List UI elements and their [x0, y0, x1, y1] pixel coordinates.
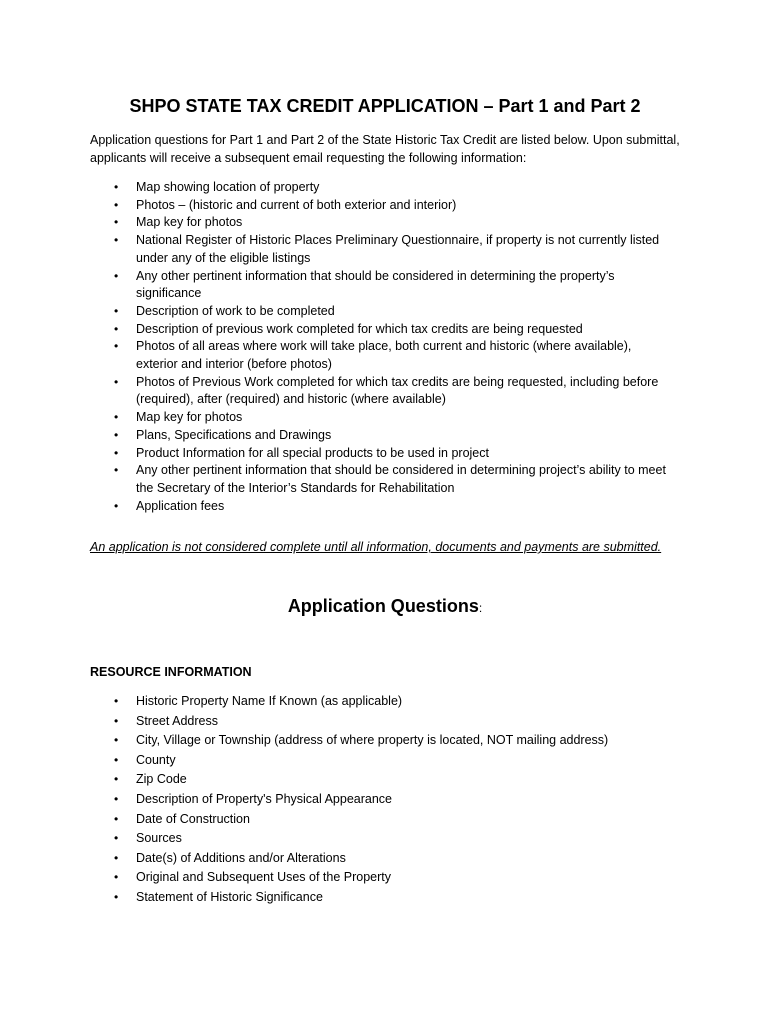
bullet-icon: • — [114, 811, 119, 826]
bullet-icon: • — [114, 410, 119, 425]
bullet-icon: • — [114, 831, 119, 846]
intro-paragraph: Application questions for Part 1 and Part 2 of the State Historic Tax Credit are listed below. Upon submittal, applicants will receive a subsequent email requesting the following information: — [90, 133, 680, 165]
required-info-item — [0, 303, 676, 321]
required-info-item-text: Any other pertinent information that should be considered in determining project’s ability to meet the Secretary of the Interior’s Standards for Rehabilitation — [136, 463, 666, 495]
resource-info-item — [0, 888, 676, 908]
section-heading-colon: : — [478, 601, 483, 615]
required-info-item — [0, 427, 676, 445]
required-info-item — [0, 179, 676, 197]
bullet-icon: • — [114, 733, 119, 748]
resource-info-list — [0, 692, 770, 908]
resource-info-item — [0, 810, 676, 830]
bullet-icon: • — [114, 445, 119, 460]
bullet-icon: • — [114, 463, 119, 478]
resource-info-item — [0, 868, 676, 888]
document-title: SHPO STATE TAX CREDIT APPLICATION – Part 1 and Part 2 — [129, 96, 641, 116]
bullet-icon: • — [114, 339, 119, 354]
required-info-item — [0, 214, 676, 232]
bullet-icon: • — [114, 850, 119, 865]
resource-info-item — [0, 751, 676, 771]
bullet-icon: • — [114, 772, 119, 787]
required-info-item-text: Map key for photos — [136, 410, 243, 425]
bullet-icon: • — [114, 752, 119, 767]
required-info-item-text: Photos of all areas where work will take place, both current and historic (where available), exterior and interior (before photos) — [136, 339, 632, 372]
required-info-item-text: Plans, Specifications and Drawings — [136, 427, 332, 442]
required-info-item — [0, 321, 676, 339]
required-info-item — [0, 268, 676, 303]
required-info-item-text: Application fees — [136, 498, 225, 513]
resource-info-item — [0, 731, 676, 751]
required-info-item — [0, 445, 676, 463]
required-info-item — [0, 409, 676, 427]
required-info-item — [0, 462, 676, 497]
resource-info-item-text: Historic Property Name If Known (as applicable) — [136, 694, 403, 708]
bullet-icon: • — [114, 870, 119, 885]
resource-info-item-text: Date of Construction — [136, 811, 250, 826]
required-info-item-text: Map key for photos — [136, 215, 243, 230]
bullet-icon: • — [114, 498, 119, 513]
required-info-item-text: Description of work to be completed — [136, 303, 335, 318]
required-info-item — [0, 498, 676, 516]
required-info-item — [0, 232, 676, 267]
required-info-item-text: Map showing location of property — [136, 180, 320, 194]
bullet-icon: • — [114, 374, 119, 389]
bullet-icon: • — [114, 233, 119, 248]
bullet-icon: • — [114, 215, 119, 230]
bullet-icon: • — [114, 791, 119, 806]
resource-info-item — [0, 849, 676, 869]
bullet-icon: • — [114, 889, 119, 904]
resource-info-item — [0, 692, 676, 712]
resource-info-item-text: Date(s) of Additions and/or Alterations — [136, 850, 346, 865]
resource-info-item-text: Original and Subsequent Uses of the Property — [136, 870, 392, 885]
required-info-item — [0, 338, 676, 373]
bullet-icon: • — [114, 321, 119, 336]
resource-info-item-text: Statement of Historic Significance — [136, 889, 323, 904]
required-info-item-text: Photos – (historic and current of both exterior and interior) — [136, 197, 457, 212]
resource-info-item-text: Zip Code — [136, 772, 187, 787]
completion-note: An application is not considered complete until all information, documents and payments are submitted. — [90, 540, 662, 554]
section-heading-text: Application Questions — [287, 596, 479, 616]
bullet-icon: • — [114, 268, 119, 283]
required-info-list — [0, 179, 770, 515]
resource-info-item-text: Sources — [136, 831, 182, 846]
resource-info-item-text: Description of Property's Physical Appearance — [136, 791, 392, 806]
section-heading — [0, 593, 770, 621]
bullet-icon: • — [114, 197, 119, 212]
bullet-icon: • — [114, 713, 119, 728]
required-info-item-text: Photos of Previous Work completed for which tax credits are being requested, including before (required), after (required) and historic (where available) — [136, 374, 659, 407]
resource-info-item-text: City, Village or Township (address of where property is located, NOT mailing address) — [136, 733, 609, 748]
required-info-item — [0, 374, 676, 409]
resource-info-item — [0, 712, 676, 732]
required-info-item-text: Product Information for all special products to be used in project — [136, 445, 489, 460]
required-info-item-text: National Register of Historic Places Preliminary Questionnaire, if property is not currently listed under any of the eligible listings — [136, 233, 660, 265]
resource-info-item-text: Street Address — [136, 713, 218, 728]
resource-info-item — [0, 790, 676, 810]
bullet-icon: • — [114, 694, 119, 708]
required-info-item-text: Description of previous work completed for which tax credits are being requested — [136, 321, 583, 336]
bullet-icon: • — [114, 303, 119, 318]
required-info-item-text: Any other pertinent information that should be considered in determining the property’s significance — [136, 268, 615, 301]
bullet-icon: • — [114, 180, 119, 194]
bullet-icon: • — [114, 427, 119, 442]
resource-info-item-text: County — [136, 752, 176, 767]
required-info-item — [0, 197, 676, 215]
resource-information-heading: RESOURCE INFORMATION — [90, 665, 252, 679]
resource-info-item — [0, 770, 676, 790]
resource-info-item — [0, 829, 676, 849]
